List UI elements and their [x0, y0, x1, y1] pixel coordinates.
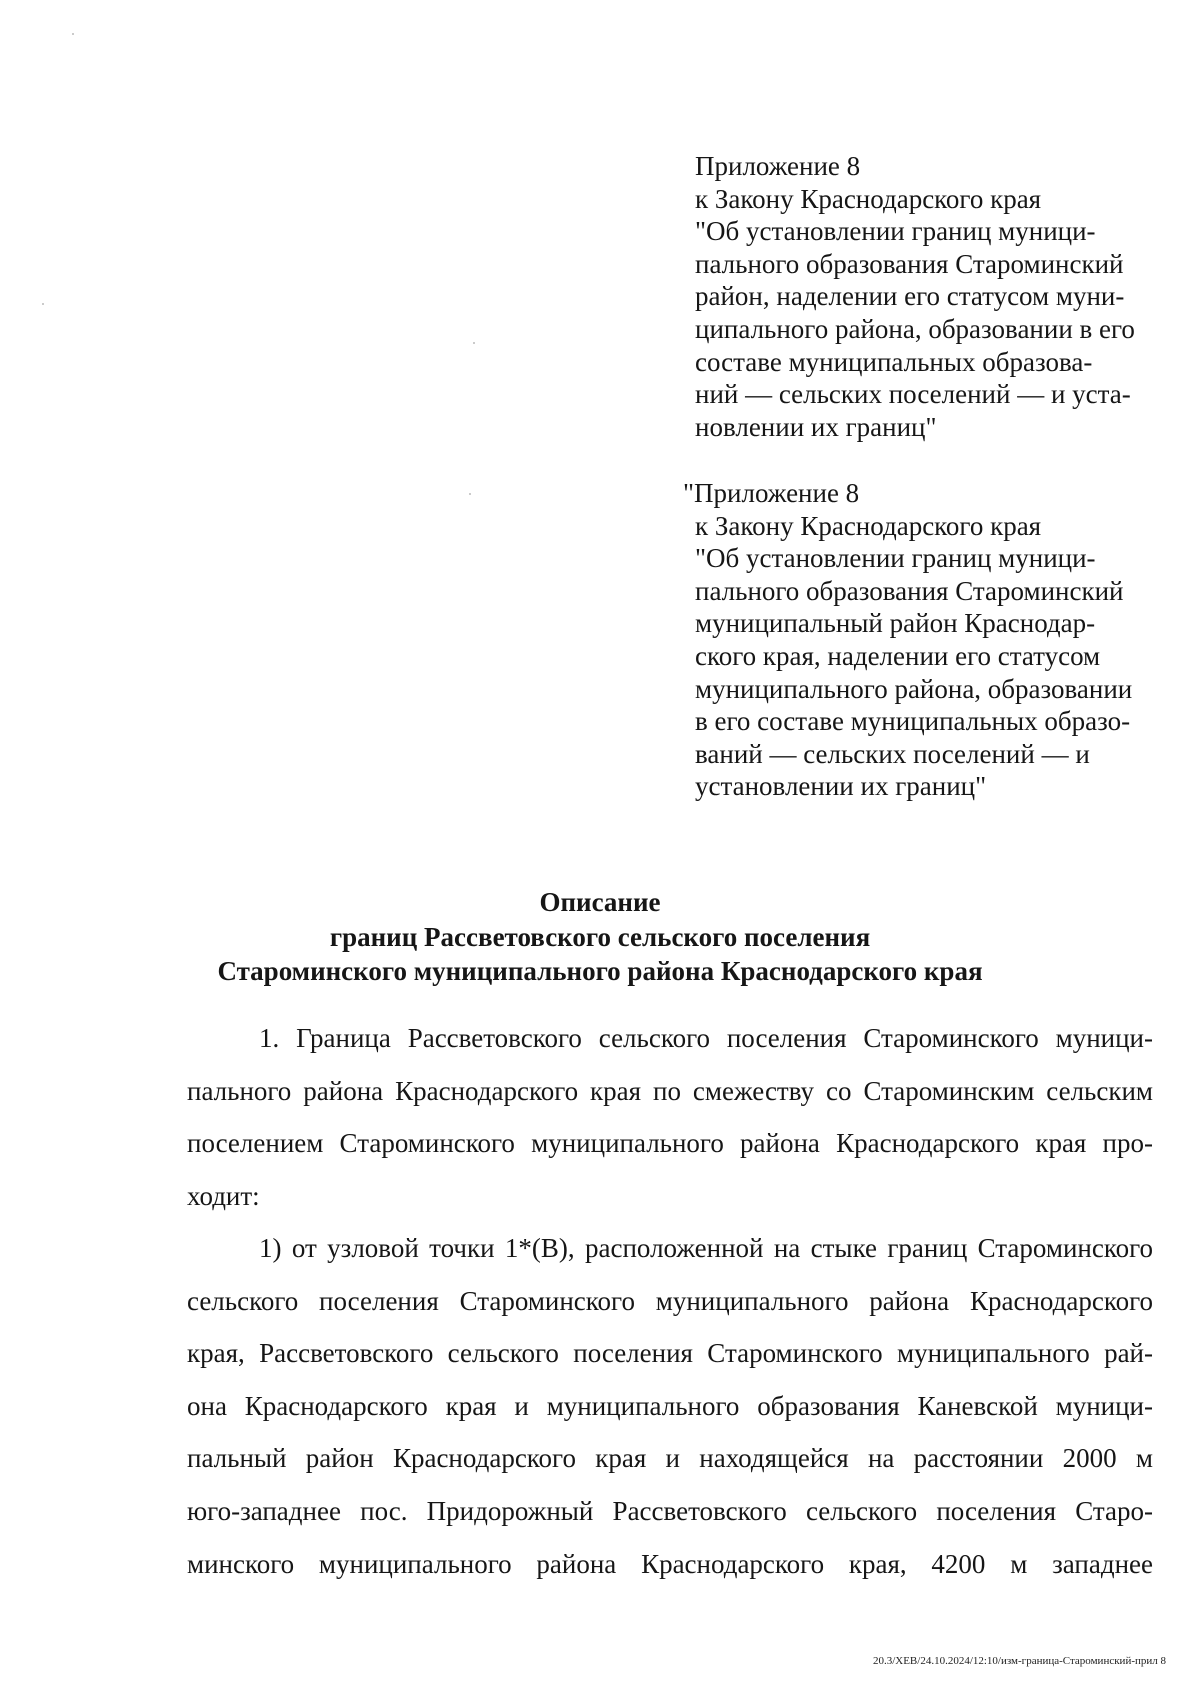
appendix-line: район, наделении его статусом муни-	[695, 281, 1125, 312]
appendix-line: к Закону Краснодарского края	[695, 183, 1042, 214]
paragraph-line: пальный район Краснодарского края и находящейся на расстоянии 2000 м	[187, 1443, 1153, 1474]
paragraph-line: юго-западнее пос. Придорожный Рассветовского сельского поселения Старо-	[187, 1495, 1153, 1526]
appendix-line: в его составе муниципальных образо-	[695, 706, 1131, 737]
appendix-line: составе муниципальных образова-	[695, 346, 1093, 377]
title-line: Описание	[539, 887, 661, 917]
paragraph-line: она Краснодарского края и муниципального образования Каневской муници-	[187, 1390, 1153, 1421]
appendix-header-original	[695, 150, 1155, 443]
paragraph-2	[187, 1222, 1153, 1590]
title-line: Староминского муниципального района Краснодарского края	[217, 956, 983, 986]
appendix-line: пального образования Староминский	[695, 575, 1124, 606]
appendix-line: ний — сельских поселений — и уста-	[695, 379, 1131, 410]
appendix-line: ского края, наделении его статусом	[695, 640, 1101, 671]
scan-speck	[469, 493, 471, 495]
appendix-line: установлении их границ"	[695, 771, 987, 802]
title-line: границ Рассветовского сельского поселения	[329, 921, 871, 952]
paragraph-line: сельского поселения Староминского муниципального района Краснодарского	[187, 1285, 1153, 1316]
document-title	[0, 885, 1200, 989]
appendix-line: ваний — сельских поселений — и	[695, 738, 1090, 769]
paragraph-line: края, Рассветовского сельского поселения Староминского муниципального рай-	[187, 1338, 1153, 1369]
scan-speck	[72, 33, 74, 35]
appendix-line: новлении их границ"	[695, 411, 937, 442]
paragraph-line: 1. Граница Рассветовского сельского поселения Староминского муници-	[259, 1023, 1153, 1053]
appendix-line: пального образования Староминский	[695, 248, 1124, 279]
appendix-header-amended	[683, 477, 1155, 803]
paragraph-line: поселением Староминского муниципального района Краснодарского края про-	[187, 1128, 1153, 1159]
scan-speck	[473, 342, 475, 344]
paragraph-line: ходит:	[187, 1180, 260, 1211]
appendix-line: муниципальный район Краснодар-	[695, 608, 1096, 639]
paragraph-line: минского муниципального района Краснодарского края, 4200 м западнее	[187, 1548, 1153, 1579]
paragraph-line: 1) от узловой точки 1*(В), расположенной на стыке границ Староминского	[259, 1233, 1153, 1263]
appendix-line: муниципального района, образовании	[695, 673, 1133, 704]
appendix-line: Приложение 8	[695, 151, 861, 181]
paragraph-1	[187, 1012, 1153, 1222]
appendix-line: "Об установлении границ муници-	[695, 216, 1096, 247]
appendix-line: "Приложение 8	[683, 478, 860, 508]
appendix-line: ципального района, образовании в его	[695, 313, 1135, 344]
document-footer-code: 20.3/ХЕВ/24.10.2024/12:10/изм-граница-Староминский-прил 8	[872, 1655, 1166, 1667]
paragraph-line: пального района Краснодарского края по смежеству со Староминским сельским	[187, 1075, 1153, 1106]
appendix-line: к Закону Краснодарского края	[695, 510, 1042, 541]
scan-speck	[42, 303, 44, 305]
appendix-line: "Об установлении границ муници-	[695, 543, 1096, 574]
